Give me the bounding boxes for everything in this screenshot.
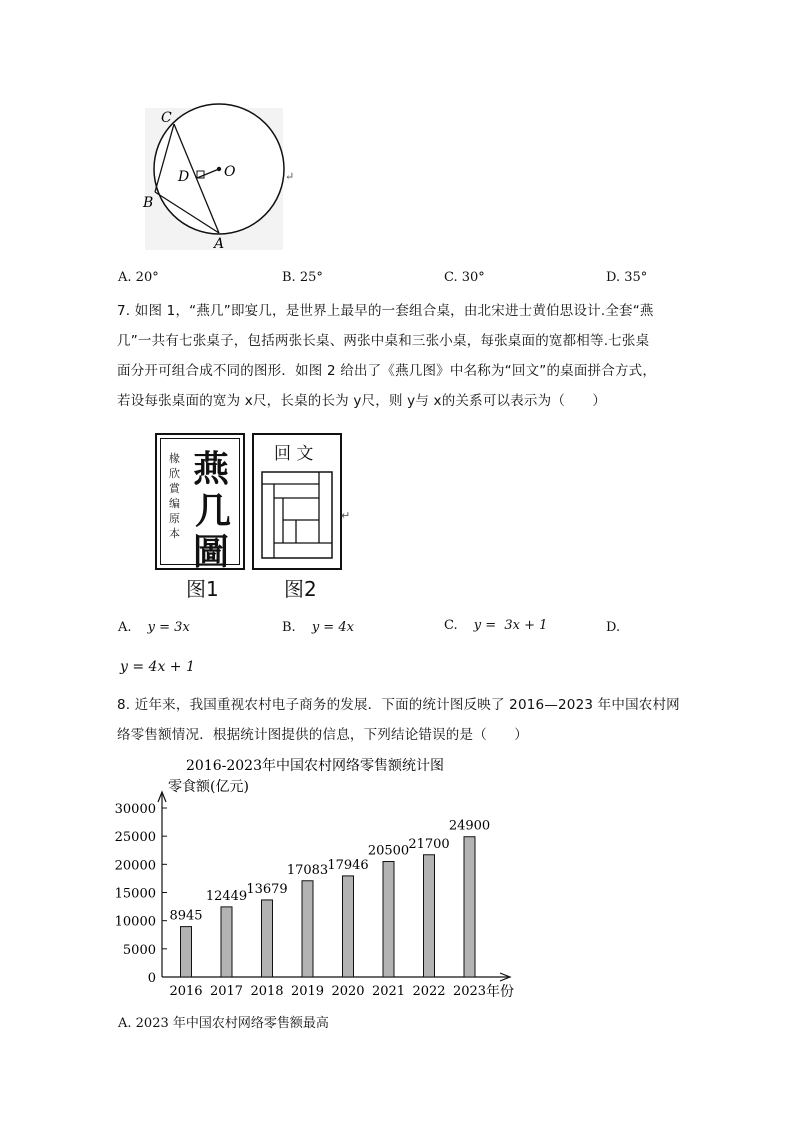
option-letter: C. bbox=[444, 618, 458, 633]
option-letter: D. bbox=[606, 620, 621, 635]
label-A: A bbox=[214, 236, 225, 252]
x-tick-label: 2022 bbox=[412, 984, 446, 999]
bar-2016 bbox=[181, 927, 192, 977]
bar-2022 bbox=[424, 855, 435, 977]
q8-line-1: 8. 近年来，我国重视农村电子商务的发展．下面的统计图反映了 2016—2023 年中国农村网 bbox=[117, 697, 680, 713]
data-label: 20500 bbox=[367, 843, 410, 859]
q8-option-a[interactable]: A. 2023 年中国农村网络零售额最高 bbox=[118, 1016, 329, 1031]
label-O: O bbox=[224, 164, 236, 180]
y-tick-label: 15000 bbox=[114, 886, 156, 902]
q7-option-b[interactable] bbox=[282, 620, 354, 635]
data-label: 24900 bbox=[448, 818, 491, 834]
x-axis-label: 年份 bbox=[486, 984, 514, 1000]
bar-2017 bbox=[221, 907, 232, 977]
data-label: 13679 bbox=[246, 881, 288, 897]
option-value: 20° bbox=[135, 270, 159, 285]
figure-2-title: 回 文 bbox=[274, 444, 314, 464]
y-tick-label: 20000 bbox=[114, 858, 156, 874]
return-mark-icon: ↵ bbox=[285, 170, 295, 183]
chart-title: 2016-2023年中国农村网络零售额统计图 bbox=[186, 758, 444, 774]
figure-1-char-2: 几 bbox=[195, 490, 232, 532]
q7-line-3: 面分开可组合成不同的图形．如图 2 给出了《燕几图》中名称为“回文”的桌面拼合方式， bbox=[117, 363, 657, 379]
bar-2018 bbox=[262, 900, 273, 977]
bar-2020 bbox=[343, 876, 354, 977]
q7-line-1: 7. 如图 1，“燕几”即宴几，是世界上最早的一套组合桌，由北宋进士黄伯思设计.全套“燕 bbox=[117, 303, 654, 319]
label-C: C bbox=[161, 110, 172, 126]
figure-1-char-3: 圖 bbox=[193, 531, 230, 573]
q6-option-b[interactable] bbox=[282, 270, 323, 285]
data-label: 8945 bbox=[169, 908, 203, 924]
bar-2023 bbox=[464, 837, 475, 977]
x-tick-label: 2016 bbox=[169, 984, 203, 999]
x-tick-label: 2023 bbox=[452, 984, 487, 999]
option-letter: D. bbox=[606, 270, 621, 285]
data-label: 17083 bbox=[286, 862, 329, 878]
x-tick-label: 2020 bbox=[331, 984, 365, 999]
data-label: 12449 bbox=[205, 888, 248, 904]
x-tick-label: 2018 bbox=[250, 984, 284, 999]
y-tick-label: 0 bbox=[147, 971, 156, 986]
q6-option-a[interactable] bbox=[118, 270, 159, 285]
y-tick-label: 10000 bbox=[114, 914, 156, 930]
q7-option-d-value[interactable]: y = 4x + 1 bbox=[120, 659, 195, 675]
label-B: B bbox=[143, 195, 154, 211]
return-mark-icon: ↵ bbox=[341, 509, 351, 522]
y-tick-label: 30000 bbox=[114, 802, 156, 817]
q6-option-d[interactable] bbox=[606, 270, 647, 285]
option-value: 30° bbox=[461, 270, 485, 285]
circle-geometry-figure bbox=[135, 100, 305, 260]
y-tick-label: 5000 bbox=[122, 942, 156, 958]
option-letter: C. bbox=[444, 270, 458, 285]
q7-option-d[interactable] bbox=[606, 620, 620, 635]
figure-2-caption: 图2 bbox=[284, 577, 317, 601]
option-letter: A. bbox=[118, 270, 132, 285]
q7-option-c[interactable] bbox=[444, 618, 547, 633]
y-axis-label: 零食额(亿元) bbox=[168, 779, 249, 795]
label-D: D bbox=[178, 169, 190, 185]
option-value: y = 4x bbox=[311, 620, 354, 635]
option-value: y = 3x + 1 bbox=[473, 618, 548, 633]
q7-question-text bbox=[117, 296, 682, 416]
data-label: 17946 bbox=[327, 857, 369, 873]
figure-2-card bbox=[252, 433, 342, 570]
bar-chart bbox=[110, 750, 540, 1000]
figure-1-char-1: 燕 bbox=[193, 448, 230, 490]
bar-2021 bbox=[383, 862, 394, 977]
option-letter: B. bbox=[282, 270, 296, 285]
x-tick-label: 2019 bbox=[290, 984, 325, 999]
option-value: y = 3x bbox=[147, 620, 190, 635]
x-tick-label: 2021 bbox=[371, 984, 406, 999]
option-value: 35° bbox=[624, 270, 648, 285]
q6-option-c[interactable] bbox=[444, 270, 485, 285]
y-tick-label: 25000 bbox=[114, 830, 156, 846]
bar-2019 bbox=[302, 881, 313, 977]
huiwen-layout-diagram bbox=[261, 471, 333, 561]
q8-line-2: 络零售额情况．根据统计图提供的信息，下列结论错误的是（ ） bbox=[117, 727, 528, 743]
option-letter: A. bbox=[118, 620, 132, 635]
q7-option-a[interactable] bbox=[118, 620, 190, 635]
figure-1-card bbox=[155, 433, 245, 573]
q8-question-text bbox=[117, 690, 682, 750]
q7-line-2: 几”一共有七张桌子，包括两张长桌、两张中桌和三张小桌，每张桌面的宽都相等.七张桌 bbox=[117, 333, 650, 349]
data-label: 21700 bbox=[408, 836, 450, 852]
option-letter: B. bbox=[282, 620, 296, 635]
q7-line-4: 若设每张桌面的宽为 x尺，长桌的长为 y尺，则 y与 x的关系可以表示为（ ） bbox=[117, 393, 607, 409]
option-value: 25° bbox=[299, 270, 323, 285]
figure-1-small-text: 椽欣賞编原本 bbox=[169, 452, 180, 540]
x-tick-label: 2017 bbox=[209, 984, 244, 999]
figure-1-caption: 图1 bbox=[186, 577, 219, 601]
